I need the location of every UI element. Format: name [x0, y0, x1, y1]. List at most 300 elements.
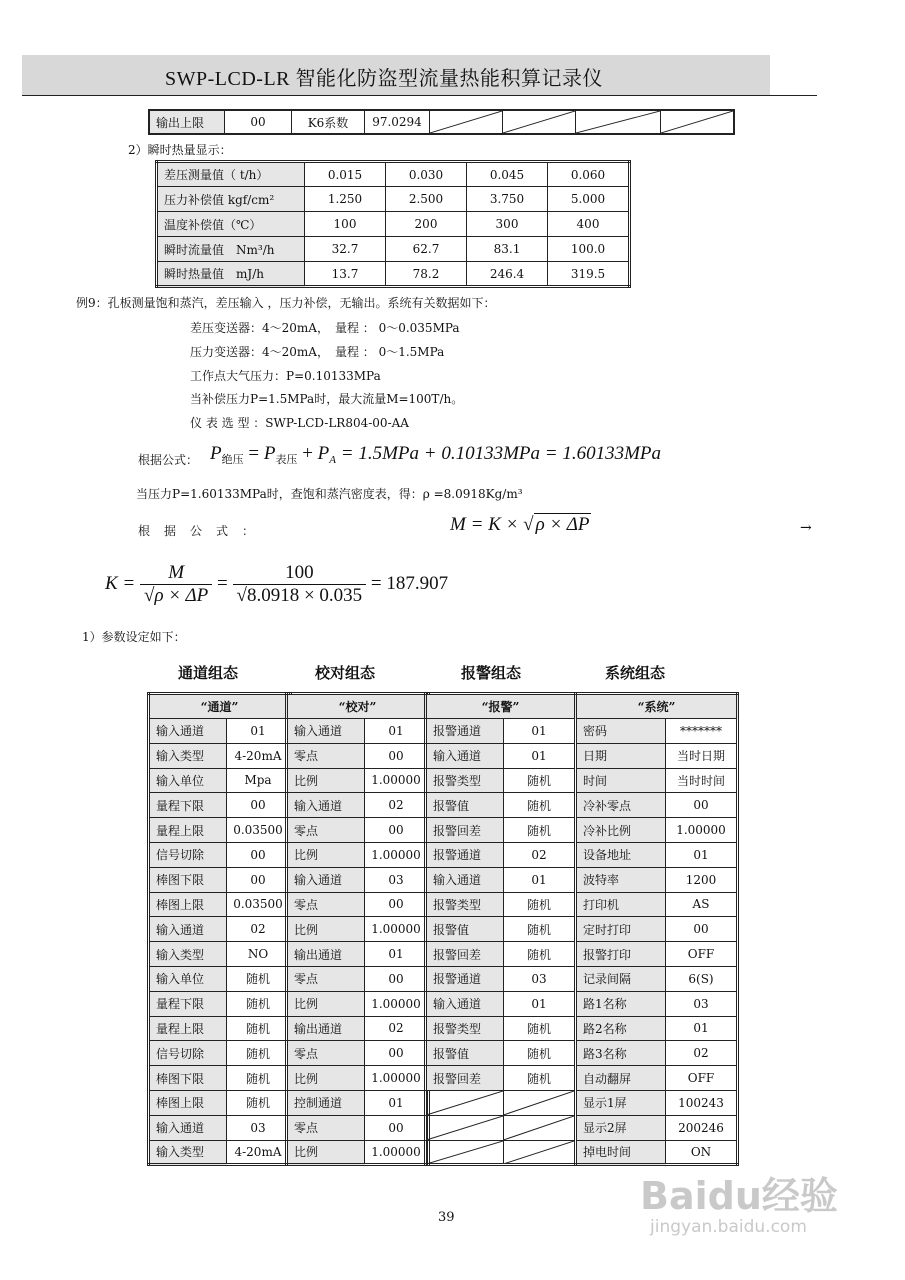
- table-row: [287, 793, 429, 818]
- cell: 13.7: [305, 262, 386, 287]
- param-value: 当时日期: [666, 743, 738, 768]
- param-name: 显示1屏: [576, 1090, 666, 1115]
- param-name: 日期: [576, 743, 666, 768]
- table-row: [426, 1066, 576, 1091]
- param-value: 随机: [504, 793, 576, 818]
- param-value: 随机: [504, 917, 576, 942]
- param-value: 01: [666, 842, 738, 867]
- category-system: 系统组态: [605, 664, 666, 682]
- table-row: [426, 743, 576, 768]
- empty-cell: [426, 1090, 504, 1115]
- param-name: 报警回差: [426, 942, 504, 967]
- example-line: 压力变送器：4～20mA， 量程 ： 0～1.5MPa: [190, 345, 445, 359]
- table-row: [149, 1041, 291, 1066]
- table-row: [426, 719, 576, 744]
- example-line: 工作点大气压力：P=0.10133MPa: [190, 369, 381, 383]
- param-name: 零点: [287, 1115, 365, 1140]
- param-value: 02: [227, 917, 291, 942]
- param-name: 报警回差: [426, 1066, 504, 1091]
- param-name: 零点: [287, 1041, 365, 1066]
- table-row: [576, 1016, 738, 1041]
- fraction-denominator: 8.0918 × 0.035: [246, 585, 363, 606]
- fraction-denominator: ρ × ΔP: [154, 585, 209, 606]
- param-name: 棒图下限: [149, 867, 227, 892]
- param-value: 1.00000: [666, 818, 738, 843]
- table-row: [149, 842, 291, 867]
- baidu-watermark-logo: Baidu经验: [640, 1174, 838, 1218]
- param-name: 零点: [287, 743, 365, 768]
- table-row: [149, 1140, 291, 1165]
- param-name: 棒图上限: [149, 892, 227, 917]
- cell: 319.5: [548, 262, 630, 287]
- param-name: 输入通道: [149, 719, 227, 744]
- table-row: [426, 966, 576, 991]
- table-header-row: [426, 694, 576, 719]
- empty-cell: [576, 110, 661, 134]
- table-row: [576, 719, 738, 744]
- param-name: 输入类型: [149, 942, 227, 967]
- table-row: [149, 1115, 291, 1140]
- param-value: 00: [365, 966, 429, 991]
- param-value: 01: [666, 1016, 738, 1041]
- param-value: 随机: [227, 966, 291, 991]
- table-row: [426, 991, 576, 1016]
- param-value: 1.00000: [365, 991, 429, 1016]
- table-row: [157, 212, 630, 237]
- formula-label: 根据公式：: [138, 453, 199, 467]
- table-row: [287, 1016, 429, 1041]
- table-row: [149, 768, 291, 793]
- table-row: [426, 1090, 576, 1115]
- table-header: “报警”: [426, 694, 576, 719]
- param-name: 输出通道: [287, 942, 365, 967]
- param-value: ON: [666, 1140, 738, 1165]
- table-row: [576, 743, 738, 768]
- param-value: 01: [504, 991, 576, 1016]
- table-row: [426, 892, 576, 917]
- param-value: 00: [227, 842, 291, 867]
- param-name: 输入类型: [149, 1140, 227, 1165]
- param-value: 02: [365, 793, 429, 818]
- param-name: 输入通道: [287, 793, 365, 818]
- param-value: 1.00000: [365, 842, 429, 867]
- density-line: 当压力P=1.60133MPa时，查饱和蒸汽密度表，得：ρ =8.0918Kg/m³: [136, 487, 523, 501]
- param-value: 1.00000: [365, 1066, 429, 1091]
- param-name: 路1名称: [576, 991, 666, 1016]
- table-header-row: [576, 694, 738, 719]
- param-value: 00: [227, 867, 291, 892]
- category-channel: 通道组态: [178, 664, 239, 682]
- empty-cell: [661, 110, 735, 134]
- param-value: OFF: [666, 942, 738, 967]
- param-value: 02: [666, 1041, 738, 1066]
- param-name: 冷补零点: [576, 793, 666, 818]
- param-value: 01: [365, 942, 429, 967]
- param-name: 输出通道: [287, 1016, 365, 1041]
- table-row: [149, 1016, 291, 1041]
- category-calib: 校对组态: [315, 664, 376, 682]
- table-row: [576, 842, 738, 867]
- table-row: [149, 1066, 291, 1091]
- table-row: [157, 237, 630, 262]
- param-name: 定时打印: [576, 917, 666, 942]
- param-value: 4-20mA: [227, 1140, 291, 1165]
- param-name: 路2名称: [576, 1016, 666, 1041]
- row-label: 瞬时热量值 mJ/h: [157, 262, 305, 287]
- table-row: [287, 1140, 429, 1165]
- table-header: “通道”: [149, 694, 291, 719]
- param-value: 4-20mA: [227, 743, 291, 768]
- table-row: [576, 991, 738, 1016]
- table-row: [576, 1115, 738, 1140]
- param-name: 零点: [287, 966, 365, 991]
- cell: 62.7: [386, 237, 467, 262]
- cell: 0.045: [467, 162, 548, 187]
- param-name: 密码: [576, 719, 666, 744]
- watermark-url: jingyan.baidu.com: [650, 1217, 807, 1237]
- param-name: 棒图下限: [149, 1066, 227, 1091]
- table-row: [149, 719, 291, 744]
- param-value: 03: [504, 966, 576, 991]
- table-row: [426, 1140, 576, 1165]
- table-row: [426, 793, 576, 818]
- table-header: “校对”: [287, 694, 429, 719]
- param-name: 报警通道: [426, 719, 504, 744]
- table-row: [426, 1115, 576, 1140]
- row-label: 温度补偿值（℃）: [157, 212, 305, 237]
- header-rule: [22, 95, 817, 96]
- cell: 0.030: [386, 162, 467, 187]
- param-name: 波特率: [576, 867, 666, 892]
- table-row: [576, 966, 738, 991]
- formula-symbol: P: [210, 443, 222, 464]
- example-line: 仪 表 选 型 ：SWP-LCD-LR804-00-AA: [190, 416, 409, 430]
- param-name: 量程上限: [149, 818, 227, 843]
- cell: 97.0294: [365, 110, 430, 134]
- table-row: [287, 743, 429, 768]
- page-title: SWP-LCD-LR 智能化防盗型流量热能积算记录仪: [165, 68, 603, 90]
- calib-param-table: [285, 692, 430, 1166]
- pressure-formula: $P_{绝压} = P_{表压} + P_A = 1.5MPa + 0.10133MPa = 1.60133MPa$: [210, 443, 662, 466]
- empty-cell: [430, 110, 503, 134]
- empty-cell: [504, 1115, 576, 1140]
- param-name: 报警类型: [426, 1016, 504, 1041]
- table-row: [287, 768, 429, 793]
- param-name: 比例: [287, 917, 365, 942]
- table-row: [576, 942, 738, 967]
- row-label: 差压测量值（ t/h）: [157, 162, 305, 187]
- param-name: 零点: [287, 818, 365, 843]
- table-row: [576, 1041, 738, 1066]
- param-value: 随机: [504, 942, 576, 967]
- table-row: [287, 818, 429, 843]
- param-value: 随机: [504, 1041, 576, 1066]
- table-row: [576, 1066, 738, 1091]
- table-row: [287, 917, 429, 942]
- table-header: “系统”: [576, 694, 738, 719]
- arrow-icon: →: [800, 520, 812, 536]
- param-value: 随机: [227, 1041, 291, 1066]
- table-row: [426, 867, 576, 892]
- empty-cell: [426, 1115, 504, 1140]
- table-row: [426, 1016, 576, 1041]
- table-row: [426, 942, 576, 967]
- cell: 32.7: [305, 237, 386, 262]
- param-value: 01: [504, 743, 576, 768]
- formula-symbol: P: [263, 443, 276, 464]
- table-row: [426, 1041, 576, 1066]
- alarm-param-table: [424, 692, 577, 1166]
- cell: 300: [467, 212, 548, 237]
- table-row: [149, 793, 291, 818]
- table-row: [287, 719, 429, 744]
- param-name: 设备地址: [576, 842, 666, 867]
- param-name: 报警值: [426, 917, 504, 942]
- cell: 100.0: [548, 237, 630, 262]
- param-value: 随机: [227, 1016, 291, 1041]
- table-row: [149, 917, 291, 942]
- param-name: 信号切除: [149, 1041, 227, 1066]
- cell: 0.060: [548, 162, 630, 187]
- table-row: [287, 991, 429, 1016]
- param-name: 掉电时间: [576, 1140, 666, 1165]
- param-value: 00: [365, 743, 429, 768]
- param-value: 01: [227, 719, 291, 744]
- row-label: 瞬时流量值 Nm³/h: [157, 237, 305, 262]
- param-value: 随机: [504, 1066, 576, 1091]
- k-result: = 187.907: [370, 572, 449, 594]
- param-name: 输入通道: [426, 991, 504, 1016]
- table-row: [426, 818, 576, 843]
- cell: 83.1: [467, 237, 548, 262]
- flow-formula: M = K × √ ρ × ΔP: [450, 514, 590, 535]
- param-value: AS: [666, 892, 738, 917]
- fraction-numerator: M: [140, 562, 212, 585]
- param-name: 自动翻屏: [576, 1066, 666, 1091]
- cell: 78.2: [386, 262, 467, 287]
- example-intro: 例9：孔板测量饱和蒸汽，差压输入 ，压力补偿，无输出。系统有关数据如下：: [76, 296, 496, 310]
- param-value: 00: [365, 1115, 429, 1140]
- param-name: 输入单位: [149, 768, 227, 793]
- param-value: 01: [504, 719, 576, 744]
- param-name: 输入通道: [287, 867, 365, 892]
- table-row: [287, 1066, 429, 1091]
- row-label: 压力补偿值 kgf/cm²: [157, 187, 305, 212]
- system-param-table: [574, 692, 739, 1166]
- param-value: 0.03500: [227, 818, 291, 843]
- fraction: $\frac{M}{√\rho \times \Delta P}$: [140, 562, 212, 607]
- table-row: [149, 743, 291, 768]
- param-name: 报警通道: [426, 842, 504, 867]
- table-row: [149, 867, 291, 892]
- section-params-label: 1）参数设定如下：: [82, 630, 186, 644]
- param-name: 量程下限: [149, 991, 227, 1016]
- page-number: 39: [438, 1210, 455, 1225]
- table-row: [576, 1140, 738, 1165]
- param-name: 时间: [576, 768, 666, 793]
- table-row: [576, 1090, 738, 1115]
- table-row: [287, 892, 429, 917]
- cell: 246.4: [467, 262, 548, 287]
- cell: 2.500: [386, 187, 467, 212]
- section-heat-label: 2）瞬时热量显示：: [128, 143, 232, 157]
- param-name: 比例: [287, 768, 365, 793]
- param-value: 00: [365, 818, 429, 843]
- fraction: $\frac{100}{√8.0918 \times 0.035}$: [233, 562, 367, 607]
- cell: 00: [225, 110, 292, 134]
- param-name: 冷补比例: [576, 818, 666, 843]
- param-value: OFF: [666, 1066, 738, 1091]
- param-value: 01: [365, 1090, 429, 1115]
- table-row: [576, 793, 738, 818]
- param-name: 零点: [287, 892, 365, 917]
- empty-cell: [426, 1140, 504, 1165]
- table-row: [287, 942, 429, 967]
- cell: 100: [305, 212, 386, 237]
- param-name: 打印机: [576, 892, 666, 917]
- param-value: Mpa: [227, 768, 291, 793]
- param-value: 0.03500: [227, 892, 291, 917]
- param-name: 输入通道: [426, 867, 504, 892]
- category-alarm: 报警组态: [461, 664, 522, 682]
- cell: K6系数: [292, 110, 365, 134]
- param-name: 报警打印: [576, 942, 666, 967]
- param-value: 00: [365, 1041, 429, 1066]
- cell: 5.000: [548, 187, 630, 212]
- formula-subscript: 表压: [275, 454, 298, 466]
- heat-table: [155, 160, 631, 288]
- formula-lhs: M = K ×: [450, 514, 524, 535]
- param-value: 02: [365, 1016, 429, 1041]
- param-name: 量程下限: [149, 793, 227, 818]
- param-name: 记录间隔: [576, 966, 666, 991]
- table-row: [576, 818, 738, 843]
- param-value: *******: [666, 719, 738, 744]
- param-value: 00: [666, 793, 738, 818]
- cell: 输出上限: [149, 110, 225, 134]
- table-row: [426, 768, 576, 793]
- channel-param-table: [147, 692, 292, 1166]
- param-name: 报警回差: [426, 818, 504, 843]
- param-value: 随机: [504, 818, 576, 843]
- empty-cell: [504, 1140, 576, 1165]
- param-value: 1.00000: [365, 768, 429, 793]
- cell: 400: [548, 212, 630, 237]
- table-row: [576, 867, 738, 892]
- param-value: 00: [365, 892, 429, 917]
- cell: 3.750: [467, 187, 548, 212]
- param-value: 当时时间: [666, 768, 738, 793]
- param-name: 输入单位: [149, 966, 227, 991]
- table-row: [157, 262, 630, 287]
- output-limit-table: [148, 109, 735, 135]
- table-row: [426, 917, 576, 942]
- param-name: 输入通道: [149, 917, 227, 942]
- formula-lhs: K =: [105, 572, 136, 594]
- param-value: 00: [666, 917, 738, 942]
- param-value: 00: [227, 793, 291, 818]
- table-row: [576, 768, 738, 793]
- table-row: [287, 966, 429, 991]
- formula-radicand: ρ × ΔP: [535, 514, 590, 535]
- param-name: 棒图上限: [149, 1090, 227, 1115]
- table-row: [287, 1115, 429, 1140]
- k-formula: K = $\frac{M}{√\rho \times \Delta P}$ = $\frac{100}{√8.0918 \times 0.035}$ = 187.907: [105, 562, 449, 606]
- table-row: [287, 1041, 429, 1066]
- table-header-row: [287, 694, 429, 719]
- param-value: 03: [365, 867, 429, 892]
- param-value: 03: [666, 991, 738, 1016]
- table-row: [157, 187, 630, 212]
- table-row: [576, 917, 738, 942]
- param-value: 6(S): [666, 966, 738, 991]
- param-value: 随机: [227, 1090, 291, 1115]
- param-value: 01: [504, 867, 576, 892]
- table-header-row: [149, 694, 291, 719]
- param-name: 量程上限: [149, 1016, 227, 1041]
- formula-symbol: P: [317, 443, 330, 464]
- param-value: 随机: [504, 768, 576, 793]
- param-value: 随机: [504, 1016, 576, 1041]
- param-name: 比例: [287, 842, 365, 867]
- param-value: 01: [365, 719, 429, 744]
- param-name: 比例: [287, 991, 365, 1016]
- param-value: 随机: [227, 1066, 291, 1091]
- param-value: NO: [227, 942, 291, 967]
- param-name: 信号切除: [149, 842, 227, 867]
- table-row: [287, 842, 429, 867]
- example-line: 差压变送器：4～20mA， 量程 ： 0～0.035MPa: [190, 321, 460, 335]
- formula2-label: 根 据 公 式 ：: [138, 524, 256, 538]
- param-name: 报警值: [426, 1041, 504, 1066]
- cell: 1.250: [305, 187, 386, 212]
- param-name: 报警通道: [426, 966, 504, 991]
- table-row: [157, 162, 630, 187]
- table-row: [149, 991, 291, 1016]
- fraction-numerator: 100: [233, 562, 367, 585]
- param-value: 200246: [666, 1115, 738, 1140]
- param-name: 比例: [287, 1140, 365, 1165]
- table-row: [287, 867, 429, 892]
- table-row: [426, 842, 576, 867]
- table-row: [149, 942, 291, 967]
- param-value: 03: [227, 1115, 291, 1140]
- empty-cell: [504, 1090, 576, 1115]
- cell: 0.015: [305, 162, 386, 187]
- param-name: 控制通道: [287, 1090, 365, 1115]
- param-name: 比例: [287, 1066, 365, 1091]
- param-name: 报警类型: [426, 768, 504, 793]
- param-name: 输入类型: [149, 743, 227, 768]
- table-row: [149, 818, 291, 843]
- param-value: 随机: [227, 991, 291, 1016]
- table-row: [576, 892, 738, 917]
- param-value: 1.00000: [365, 917, 429, 942]
- param-value: 随机: [504, 892, 576, 917]
- param-name: 输入通道: [287, 719, 365, 744]
- empty-cell: [503, 110, 576, 134]
- example-line: 当补偿压力P=1.5MPa时，最大流量M=100T/h。: [190, 392, 464, 406]
- param-name: 显示2屏: [576, 1115, 666, 1140]
- param-value: 02: [504, 842, 576, 867]
- formula-rhs: = 1.5MPa + 0.10133MPa = 1.60133MPa: [340, 443, 662, 464]
- param-name: 报警类型: [426, 892, 504, 917]
- formula-subscript: A: [329, 454, 336, 466]
- param-value: 100243: [666, 1090, 738, 1115]
- table-row: [149, 966, 291, 991]
- table-row: [149, 892, 291, 917]
- param-name: 路3名称: [576, 1041, 666, 1066]
